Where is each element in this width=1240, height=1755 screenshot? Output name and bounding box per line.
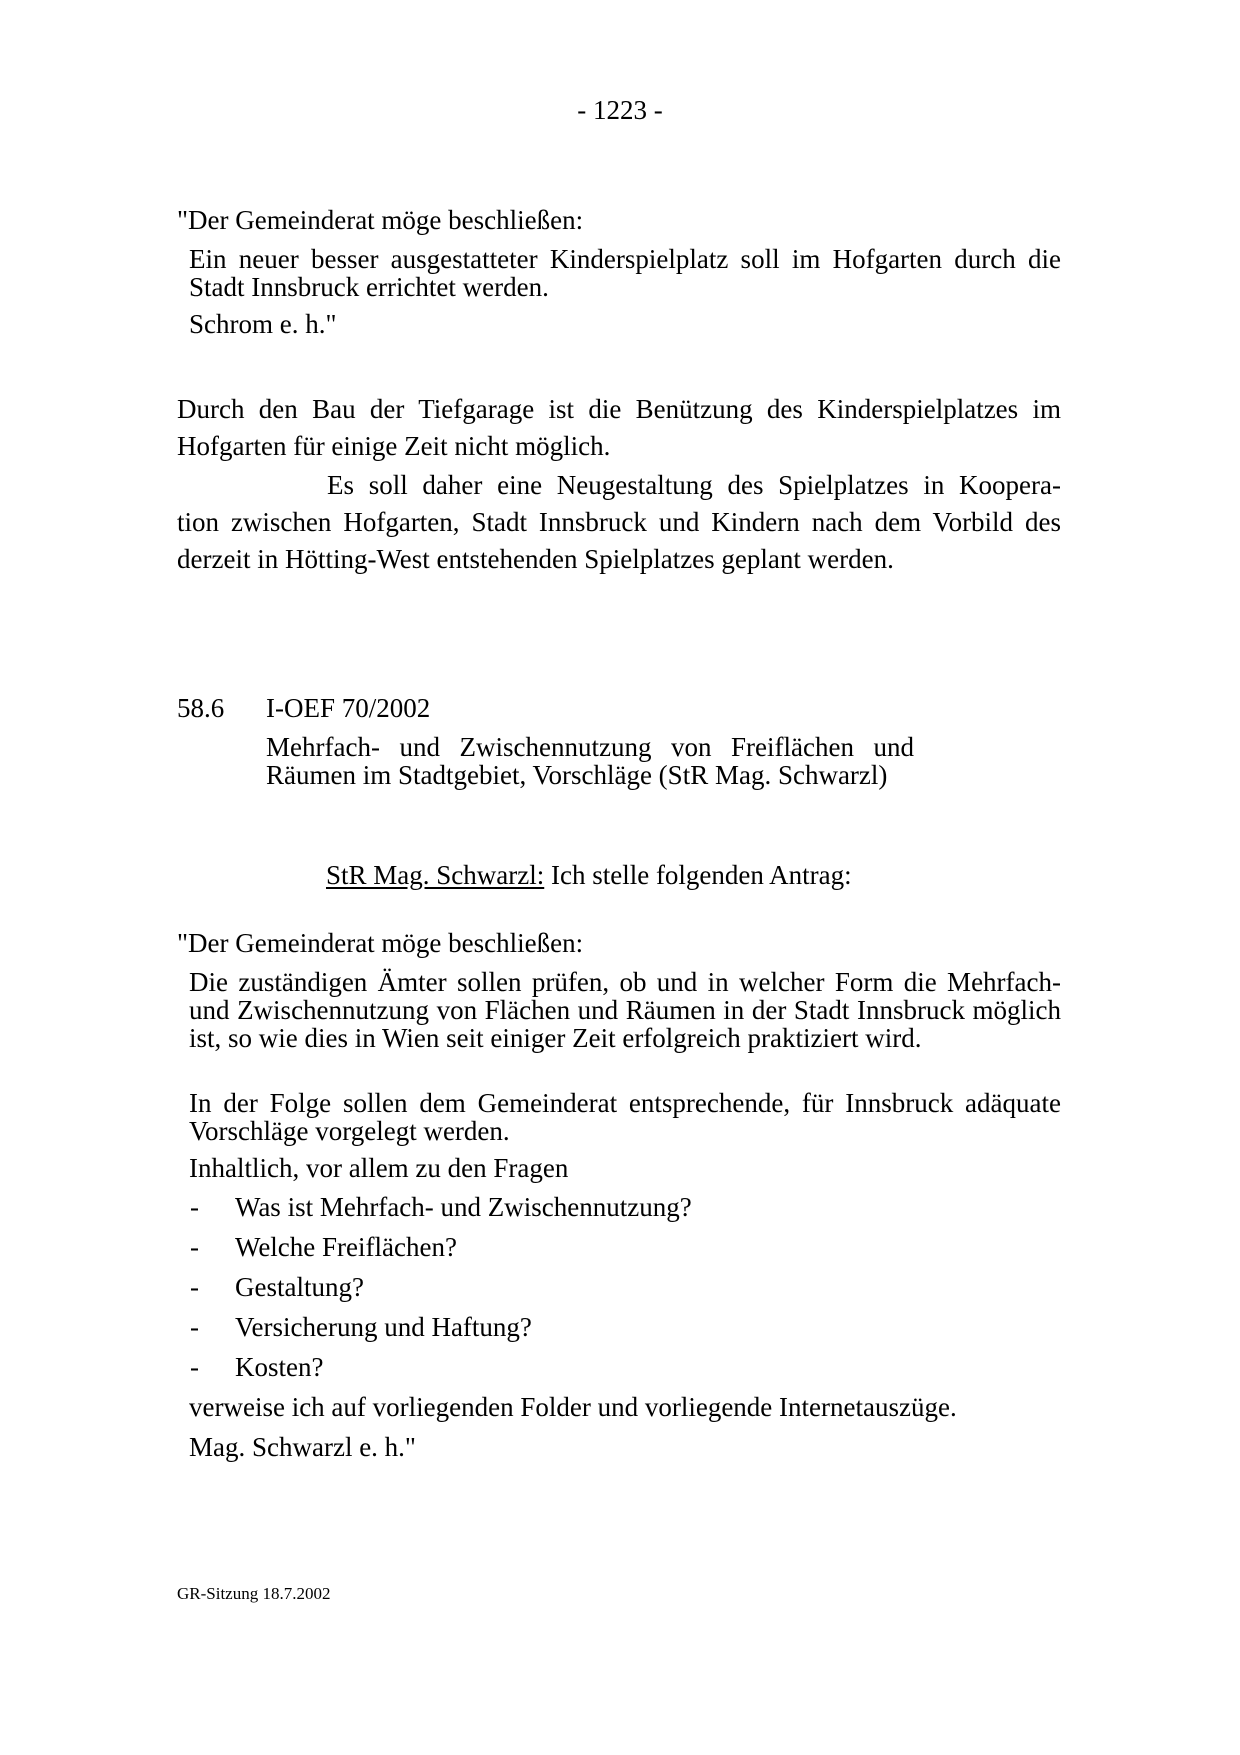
list-dash: -	[190, 1312, 199, 1342]
item-number: 58.6	[177, 693, 225, 723]
motion1-signature: Schrom e. h."	[189, 309, 337, 339]
reasoning-paragraph-2: tion zwischen Hofgarten, Stadt Innsbruck und Kindern nach dem Vorbild des derzeit in Hötting-West entstehenden Spielplatzes geplant werden.	[177, 507, 1061, 574]
motion2-paragraph-1	[189, 968, 1061, 1052]
questions-intro: Inhaltlich, vor allem zu den Fragen	[189, 1153, 569, 1183]
reasoning-paragraph-2-first-line: Es soll daher eine Neugestaltung des Spielplatzes in Koopera-	[327, 470, 1061, 500]
page-number: - 1223 -	[577, 95, 663, 125]
list-dash: -	[190, 1272, 199, 1302]
list-dash: -	[190, 1192, 199, 1222]
list-item-text: Versicherung und Haftung?	[235, 1312, 532, 1342]
motion2-intro: "Der Gemeinderat möge beschließen:	[177, 928, 584, 958]
motion2-paragraph-1-text: Die zuständigen Ämter sollen prüfen, ob und in welcher Form die Mehrfach- und Zwischennutzung von Flächen und Räumen in der Stadt Innsbruck möglich ist, so wie dies in Wien seit einiger Zeit erfolgreich praktiziert wird.	[189, 967, 1061, 1053]
speaker-statement: Ich stelle folgenden Antrag:	[544, 860, 852, 890]
item-reference: I-OEF 70/2002	[266, 693, 431, 723]
list-item-text: Was ist Mehrfach- und Zwischennutzung?	[235, 1192, 692, 1222]
footer-session: GR-Sitzung 18.7.2002	[177, 1584, 331, 1603]
list-item-text: Welche Freiflächen?	[235, 1232, 457, 1262]
list-dash: -	[190, 1232, 199, 1262]
list-dash: -	[190, 1352, 199, 1382]
speaker-line	[326, 857, 852, 894]
motion2-paragraph-2: In der Folge sollen dem Gemeinderat entsprechende, für Innsbruck adäquate Vorschläge vorgelegt werden.	[189, 1088, 1061, 1146]
motion1-intro: "Der Gemeinderat möge beschließen:	[177, 205, 584, 235]
motion2-closing: verweise ich auf vorliegenden Folder und vorliegende Internetauszüge.	[189, 1392, 957, 1422]
list-item-text: Gestaltung?	[235, 1272, 364, 1302]
motion1-text: Ein neuer besser ausgestatteter Kinderspielplatz soll im Hofgarten durch die Stadt Innsbruck errichtet werden.	[189, 244, 1061, 302]
reasoning-paragraph-1: Durch den Bau der Tiefgarage ist die Benützung des Kinderspielplatzes im Hofgarten für einige Zeit nicht möglich.	[177, 394, 1061, 461]
list-item-text: Kosten?	[235, 1352, 324, 1382]
speaker-name: StR Mag. Schwarzl:	[326, 860, 545, 890]
motion2-signature: Mag. Schwarzl e. h."	[189, 1432, 416, 1462]
item-title: Mehrfach- und Zwischennutzung von Freiflächen und Räumen im Stadtgebiet, Vorschläge (StR Mag. Schwarzl)	[266, 732, 914, 790]
